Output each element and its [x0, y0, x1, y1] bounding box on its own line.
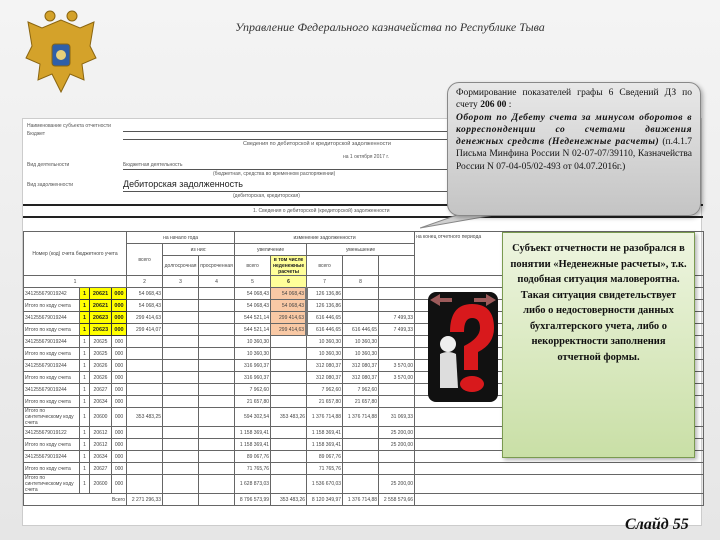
cell-value: 1 376 714,88 [307, 408, 343, 427]
row-name: 341255679019244 [24, 312, 80, 324]
cell-value: 7 962,60 [235, 384, 271, 396]
account-part: 1 [80, 475, 90, 494]
account-part: 000 [112, 288, 127, 300]
cell-value [199, 384, 235, 396]
cell-value [163, 384, 199, 396]
header-end: на конец отчетного периода [416, 234, 482, 240]
cell-value: 616 446,65 [343, 324, 379, 336]
cell-value [343, 439, 379, 451]
cell-value: 299 414,63 [127, 312, 163, 324]
col-number: 5 [235, 276, 271, 288]
cell-value [379, 463, 415, 475]
cell-value: 21 657,80 [343, 396, 379, 408]
cell-value: 54 068,43 [127, 288, 163, 300]
cell-value: 1 158 369,41 [235, 427, 271, 439]
col-number: 2 [127, 276, 163, 288]
row-name: 341255679019122 [24, 427, 80, 439]
cell-value [163, 463, 199, 475]
account-part: 000 [112, 336, 127, 348]
cell-value: 71 765,76 [307, 463, 343, 475]
section-title: 1. Сведения о дебиторской (кредиторской) задолженности [253, 208, 390, 214]
activity-value: Бюджетная деятельность [123, 162, 183, 168]
row-name: Итого по коду счета [24, 372, 80, 384]
cell-value [199, 348, 235, 360]
cell-value [199, 336, 235, 348]
table-row [24, 463, 704, 475]
cell-value [271, 360, 307, 372]
cell-value [199, 475, 235, 494]
row-name: 341255679019244 [24, 384, 80, 396]
cell-value [163, 348, 199, 360]
cell-value: 299 414,63 [271, 324, 307, 336]
cell-value: 54 068,43 [235, 288, 271, 300]
account-part: 1 [80, 312, 90, 324]
account-part: 1 [80, 439, 90, 451]
row-name: Итого по коду счета [24, 300, 80, 312]
account-part: 20621 [90, 300, 112, 312]
cell-value [127, 384, 163, 396]
activity-hint: (бюджетная, средства во временном распоряжении) [213, 171, 336, 177]
row-name: Итого по коду счета [24, 348, 80, 360]
cell-value [199, 451, 235, 463]
account-part: 20612 [90, 439, 112, 451]
report-title: Сведения по дебиторской и кредиторской задолженности [243, 141, 391, 147]
cell-value: 316 960,37 [235, 372, 271, 384]
arrow-right-icon [474, 294, 496, 306]
cell-value [163, 312, 199, 324]
cell-value [199, 372, 235, 384]
cell-value [271, 384, 307, 396]
account-part: 1 [80, 360, 90, 372]
cell-value [163, 300, 199, 312]
account-part: 20634 [90, 396, 112, 408]
cell-value: 2 271 296,33 [127, 494, 163, 506]
header-decrease-total: всего [307, 256, 343, 276]
header-account: Номер (код) счета бюджетного учета [24, 232, 127, 276]
cell-value: 25 200,00 [379, 439, 415, 451]
cell-value [379, 396, 415, 408]
cell-value: 7 499,33 [379, 324, 415, 336]
cell-value: 616 446,65 [307, 312, 343, 324]
cell-value [271, 463, 307, 475]
callout-formula: Оборот по Дебету счета за минусом оборотов в корреспонденции со счетами движения денежных средств (Неденежные расчеты) [456, 112, 692, 148]
table-row [24, 494, 704, 506]
account-part: 000 [112, 384, 127, 396]
subject-label: Наименование субъекта отчетности [27, 123, 111, 129]
cell-value [127, 336, 163, 348]
cell-value: 126 136,86 [307, 288, 343, 300]
cell-value [343, 463, 379, 475]
account-part: 000 [112, 312, 127, 324]
row-name: Итого по синтетическому коду счета [24, 475, 80, 494]
row-name: 341255679019244 [24, 336, 80, 348]
cell-value [343, 451, 379, 463]
cell-value [199, 396, 235, 408]
account-part: 1 [80, 384, 90, 396]
account-part: 20600 [90, 408, 112, 427]
cell-value [127, 396, 163, 408]
account-part: 20623 [90, 324, 112, 336]
account-part: 1 [80, 372, 90, 384]
cell-value: 312 080,37 [307, 360, 343, 372]
account-part: 000 [112, 439, 127, 451]
cell-value [271, 372, 307, 384]
row-name: 341255679019244 [24, 451, 80, 463]
cell-value [127, 427, 163, 439]
account-part: 000 [112, 463, 127, 475]
slide-title: Управление Федерального казначейства по Республике Тыва [235, 20, 545, 34]
account-part: 000 [112, 451, 127, 463]
account-part: 000 [112, 372, 127, 384]
cell-value: 31 069,33 [379, 408, 415, 427]
header-total: всего [127, 244, 163, 276]
cell-value [163, 451, 199, 463]
account-part: 20625 [90, 348, 112, 360]
cell-value [127, 360, 163, 372]
cell-value: 7 499,33 [379, 312, 415, 324]
cell-value [163, 372, 199, 384]
cell-value: 10 360,30 [235, 348, 271, 360]
cell-value [163, 475, 199, 494]
cell-value [127, 475, 163, 494]
cell-value [343, 427, 379, 439]
arrow-left-icon [430, 294, 452, 306]
cell-value [379, 300, 415, 312]
account-part: 20600 [90, 475, 112, 494]
cell-value [379, 288, 415, 300]
account-part: 1 [80, 396, 90, 408]
cell-value [199, 324, 235, 336]
row-name: 341255679019242 [24, 288, 80, 300]
account-part: 20626 [90, 360, 112, 372]
cell-value [343, 300, 379, 312]
cell-value [163, 408, 199, 427]
report-date: на 1 октября 2017 г. [343, 154, 389, 160]
cell-value: 7 962,60 [307, 384, 343, 396]
cell-value [127, 372, 163, 384]
cell-value [199, 439, 235, 451]
row-name: Итого по коду счета [24, 324, 80, 336]
formula-callout [447, 82, 701, 216]
account-part: 1 [80, 427, 90, 439]
cell-value [199, 463, 235, 475]
callout-pointer [420, 214, 510, 230]
account-part: 1 [80, 463, 90, 475]
cell-value: 1 376 714,88 [343, 408, 379, 427]
cell-value: 353 483,26 [271, 494, 307, 506]
cell-value [343, 288, 379, 300]
cell-value [271, 336, 307, 348]
cell-value: 54 068,43 [271, 300, 307, 312]
cell-value [127, 348, 163, 360]
account-part: 1 [80, 288, 90, 300]
cell-value: 10 360,30 [235, 336, 271, 348]
cell-value: 54 068,43 [271, 288, 307, 300]
cell-value [343, 475, 379, 494]
cell-value: 312 080,37 [343, 372, 379, 384]
cell-value: 54 068,43 [235, 300, 271, 312]
account-part: 20612 [90, 427, 112, 439]
cell-value [379, 451, 415, 463]
header-decrease: уменьшение [307, 244, 415, 256]
header-long: долгосрочная [163, 256, 199, 276]
cell-value [127, 451, 163, 463]
account-part: 000 [112, 475, 127, 494]
treasury-emblem-icon [22, 8, 100, 108]
cell-value: 353 483,26 [271, 408, 307, 427]
header-start: на начало года [127, 232, 235, 244]
cell-value: 126 136,86 [307, 300, 343, 312]
debt-label: Вид задолженности [27, 182, 74, 188]
account-part: 20625 [90, 336, 112, 348]
cell-value: 10 360,30 [343, 336, 379, 348]
cell-value [163, 494, 199, 506]
cell-value: 299 414,07 [127, 324, 163, 336]
account-part: 20627 [90, 384, 112, 396]
cell-value: 8 796 573,99 [235, 494, 271, 506]
cell-value [199, 300, 235, 312]
account-part: 1 [80, 348, 90, 360]
cell-value: 544 521,14 [235, 312, 271, 324]
col-number: 3 [163, 276, 199, 288]
cell-value: 616 446,65 [307, 324, 343, 336]
cell-value [163, 427, 199, 439]
cell-value [199, 494, 235, 506]
account-part: 20634 [90, 451, 112, 463]
debt-value: Дебиторская задолженность [123, 179, 243, 189]
cell-value: 25 200,00 [379, 427, 415, 439]
cell-value [379, 336, 415, 348]
cell-value [163, 396, 199, 408]
cell-value: 299 414,63 [271, 312, 307, 324]
budget-label: Бюджет [27, 131, 46, 137]
account-part: 000 [112, 300, 127, 312]
total-label: Всего [24, 494, 127, 506]
header-incl: из них: [163, 244, 235, 256]
cell-value [163, 336, 199, 348]
cell-value: 1 158 369,41 [235, 439, 271, 451]
cell-value: 10 360,30 [307, 336, 343, 348]
account-part: 20623 [90, 312, 112, 324]
callout-account: 206 00 [480, 100, 507, 111]
account-part: 1 [80, 300, 90, 312]
cell-value [271, 475, 307, 494]
account-part: 1 [80, 324, 90, 336]
table-row [24, 475, 704, 494]
cell-value: 544 521,14 [235, 324, 271, 336]
cell-value: 3 570,00 [379, 360, 415, 372]
header-overdue: просроченная [199, 256, 235, 276]
callout-text: Формирование показателей графы 6 Сведений ДЗ по счету [456, 88, 692, 111]
cell-value: 54 068,43 [127, 300, 163, 312]
account-part: 1 [80, 451, 90, 463]
cell-value: 1 158 369,41 [307, 427, 343, 439]
cell-value [127, 439, 163, 451]
col-number: 4 [199, 276, 235, 288]
cell-value: 71 765,76 [235, 463, 271, 475]
account-part: 20626 [90, 372, 112, 384]
cell-value [199, 288, 235, 300]
col-number: 1 [24, 276, 127, 288]
cell-value [271, 451, 307, 463]
slide-number: Слайд 55 [625, 516, 689, 533]
cell-value [379, 384, 415, 396]
cell-value: 316 960,37 [235, 360, 271, 372]
col-number: 6 [271, 276, 307, 288]
account-part: 20621 [90, 288, 112, 300]
col-number: 8 [343, 276, 379, 288]
cell-value: 1 376 714,88 [343, 494, 379, 506]
col-number: 7 [307, 276, 343, 288]
account-part: 000 [112, 408, 127, 427]
row-name: Итого по коду счета [24, 439, 80, 451]
cell-value [199, 360, 235, 372]
header-nonmonetary: в том числе неденежные расчеты [271, 256, 307, 276]
cell-value: 312 080,37 [343, 360, 379, 372]
conclusion-note: Субъект отчетности не разобрался в понятии «Неденежные расчеты», т.к. подобная ситуация маловероятна. Такая ситуация свидетельствует либо о недостоверности данных бухгалтерского учета, либо о некорректности заполнения отчетной формы. [502, 232, 695, 458]
account-part: 000 [112, 427, 127, 439]
cell-value: 7 962,60 [343, 384, 379, 396]
cell-value [271, 427, 307, 439]
cell-value: 312 080,37 [307, 372, 343, 384]
cell-value: 21 657,80 [235, 396, 271, 408]
cell-value [199, 427, 235, 439]
cell-value: 1 536 670,03 [307, 475, 343, 494]
cell-value [271, 396, 307, 408]
row-name: Итого по коду счета [24, 396, 80, 408]
account-part: 000 [112, 396, 127, 408]
header-increase: увеличение [235, 244, 307, 256]
cell-value [127, 463, 163, 475]
row-name: Итого по коду счета [24, 463, 80, 475]
activity-label: Вид деятельности [27, 162, 70, 168]
cell-value: 89 067,76 [307, 451, 343, 463]
cell-value [163, 439, 199, 451]
cell-value: 353 483,25 [127, 408, 163, 427]
header-increase-total: всего [235, 256, 271, 276]
debt-hint: (дебиторская, кредиторская) [233, 193, 300, 199]
cell-value [163, 324, 199, 336]
cell-value [163, 288, 199, 300]
cell-value: 1 158 369,41 [307, 439, 343, 451]
account-part: 1 [80, 408, 90, 427]
account-part: 000 [112, 360, 127, 372]
cell-value: 10 360,30 [343, 348, 379, 360]
cell-value: 21 657,80 [307, 396, 343, 408]
cell-value: 25 200,00 [379, 475, 415, 494]
account-part: 1 [80, 336, 90, 348]
cell-value [199, 408, 235, 427]
account-part: 000 [112, 324, 127, 336]
row-name: Итого по синтетическому коду счета [24, 408, 80, 427]
cell-value: 1 628 873,03 [235, 475, 271, 494]
cell-value [343, 312, 379, 324]
question-mark-figure-icon [428, 292, 498, 402]
cell-value: 8 120 349,97 [307, 494, 343, 506]
cell-value: 594 302,54 [235, 408, 271, 427]
callout-text: : [506, 100, 512, 111]
cell-value [271, 348, 307, 360]
callout-reference: (п.4.1.7 Письма Минфина России N 02-07-07/39110, Казначейства России N 07-04-05/02-493 от 04.07.2016г.) [456, 137, 693, 172]
cell-value [271, 439, 307, 451]
cell-value: 89 067,76 [235, 451, 271, 463]
cell-value: 3 570,00 [379, 372, 415, 384]
header-change: изменение задолженности [235, 232, 415, 244]
row-name: 341255679019244 [24, 360, 80, 372]
cell-value: 2 558 579,66 [379, 494, 415, 506]
cell-value [199, 312, 235, 324]
account-part: 20627 [90, 463, 112, 475]
account-part: 000 [112, 348, 127, 360]
cell-value [379, 348, 415, 360]
cell-value: 10 360,30 [307, 348, 343, 360]
cell-value [163, 360, 199, 372]
